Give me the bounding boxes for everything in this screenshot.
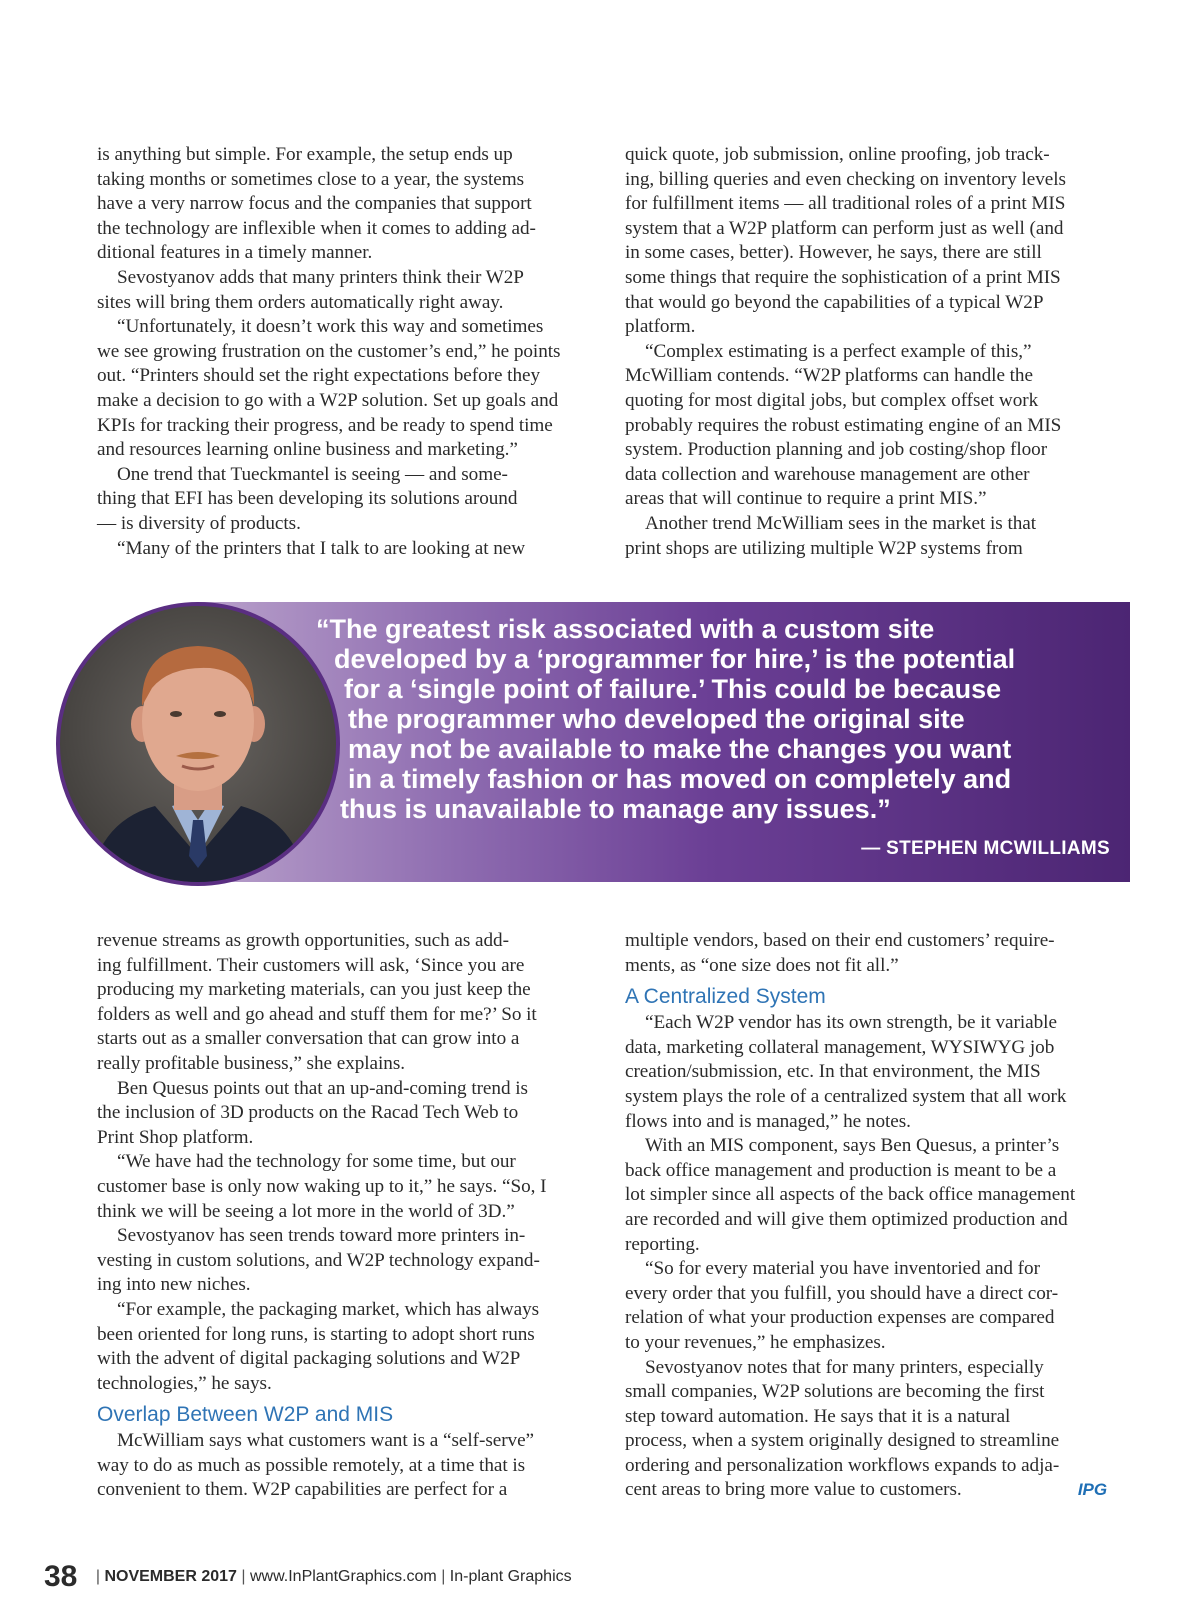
- text-line: in some cases, better). However, he says, there are still: [625, 242, 1042, 264]
- text-line: ordering and personalization workflows expands to adja-: [625, 1454, 1060, 1476]
- quote-line: developed by a ‘programmer for hire,’ is the potential: [334, 644, 1016, 674]
- text-line: “Unfortunately, it doesn’t work this way and sometimes: [117, 316, 544, 338]
- text-line: [625, 1478, 1107, 1503]
- text-line: With an MIS component, says Ben Quesus, a printer’s: [645, 1135, 1060, 1157]
- text-line: step toward automation. He says that it is a natural: [625, 1405, 1011, 1427]
- author-photo: [56, 602, 340, 886]
- issue-date: NOVEMBER 2017: [104, 1568, 237, 1585]
- text-line: Sevostyanov has seen trends toward more printers in-: [117, 1225, 526, 1247]
- text-line: quick quote, job submission, online proofing, job track-: [625, 144, 1050, 165]
- text-line: process, when a system originally designed to streamline: [625, 1430, 1060, 1452]
- text-line: quoting for most digital jobs, but complex offset work: [625, 389, 1039, 411]
- body-text: [97, 929, 579, 1396]
- text-line: reporting.: [625, 1233, 700, 1255]
- text-line: Sevostyanov adds that many printers think their W2P: [117, 266, 524, 288]
- text-line: the inclusion of 3D products on the Racad Tech Web to: [97, 1102, 519, 1124]
- text-line: — is diversity of products.: [97, 512, 301, 534]
- quote-line: for a ‘single point of failure.’ This could be because: [344, 674, 1002, 704]
- body-text: [97, 1429, 579, 1503]
- text-line: “For example, the packaging market, which has always: [117, 1298, 540, 1320]
- text-line: data collection and warehouse management are other: [625, 463, 1030, 485]
- text-line: convenient to them. W2P capabilities are perfect for a: [97, 1479, 508, 1501]
- text-line: with the advent of digital packaging solutions and W2P: [97, 1348, 521, 1370]
- line-text: cent areas to bring more value to customers.: [625, 1479, 962, 1501]
- text-line: system that a W2P platform can perform just as well (and: [625, 217, 1064, 239]
- text-line: platform.: [625, 316, 696, 338]
- text-line: back office management and production is meant to be a: [625, 1159, 1057, 1181]
- text-line: are recorded and will give them optimized production and: [625, 1208, 1068, 1230]
- text-line: Ben Quesus points out that an up-and-coming trend is: [117, 1077, 528, 1099]
- column-2-top: [625, 143, 1107, 561]
- text-line: for fulfillment items — all traditional roles of a print MIS: [625, 193, 1066, 215]
- text-line: flows into and is managed,” he notes.: [625, 1110, 911, 1132]
- body-text: [625, 1011, 1107, 1503]
- text-line: areas that will continue to require a print MIS.”: [625, 488, 987, 510]
- text-line: One trend that Tueckmantel is seeing — and some-: [117, 463, 508, 485]
- text-line: small companies, W2P solutions are becoming the first: [625, 1381, 1045, 1403]
- text-line: McWilliam says what customers want is a “self-serve”: [117, 1430, 535, 1452]
- pull-quote-banner: [56, 602, 1130, 882]
- end-mark: IPG: [1077, 1480, 1107, 1500]
- text-line: ing into new niches.: [97, 1274, 251, 1296]
- quote-line: may not be available to make the changes you want: [348, 734, 1012, 764]
- text-line: out. “Printers should set the right expectations before they: [97, 365, 540, 387]
- text-line: thing that EFI has been developing its solutions around: [97, 488, 518, 510]
- column-1-bottom: [97, 929, 579, 1503]
- text-line: the technology are inflexible when it comes to adding ad-: [97, 217, 536, 239]
- text-line: Print Shop platform.: [97, 1126, 254, 1148]
- text-line: ing, billing queries and even checking on inventory levels: [625, 168, 1066, 190]
- quote-line: the programmer who developed the original site: [348, 704, 965, 734]
- portrait-image: [60, 606, 336, 882]
- text-line: data, marketing collateral management, WYSIWYG job: [625, 1036, 1055, 1058]
- text-line: is anything but simple. For example, the setup ends up: [97, 144, 513, 165]
- text-line: that would go beyond the capabilities of a typical W2P: [625, 291, 1044, 313]
- text-line: multiple vendors, based on their end customers’ require-: [625, 930, 1055, 951]
- text-line: KPIs for tracking their progress, and be ready to spend time: [97, 414, 553, 436]
- website-link[interactable]: www.InPlantGraphics.com: [250, 1568, 437, 1585]
- text-line: think we will be seeing a lot more in the world of 3D.”: [97, 1200, 515, 1222]
- text-line: lot simpler since all aspects of the back office management: [625, 1184, 1076, 1206]
- text-line: vesting in custom solutions, and W2P technology expand-: [97, 1249, 540, 1271]
- text-line: have a very narrow focus and the companies that support: [97, 193, 532, 215]
- text-line: McWilliam contends. “W2P platforms can handle the: [625, 365, 1033, 387]
- text-line: revenue streams as growth opportunities, such as add-: [97, 930, 509, 951]
- text-line: make a decision to go with a W2P solution. Set up goals and: [97, 389, 559, 411]
- text-line: producing my marketing materials, can you just keep the: [97, 979, 531, 1001]
- text-line: “Complex estimating is a perfect example of this,”: [645, 340, 1032, 362]
- text-line: probably requires the robust estimating engine of an MIS: [625, 414, 1062, 436]
- body-text: [625, 929, 1107, 978]
- text-line: way to do as much as possible remotely, at a time that is: [97, 1454, 526, 1476]
- text-line: and resources learning online business and marketing.”: [97, 439, 518, 461]
- text-line: been oriented for long runs, is starting to adopt short runs: [97, 1323, 535, 1345]
- column-2-bottom: [625, 929, 1107, 1503]
- text-line: customer base is only now waking up to it,” he says. “So, I: [97, 1175, 547, 1197]
- quote-line: in a timely fashion or has moved on completely and: [348, 764, 1012, 794]
- text-line: starts out as a smaller conversation that can grow into a: [97, 1028, 520, 1050]
- text-line: print shops are utilizing multiple W2P systems from: [625, 537, 1023, 559]
- text-line: technologies,” he says.: [97, 1372, 272, 1394]
- text-line: “Many of the printers that I talk to are looking at new: [117, 537, 526, 559]
- text-line: we see growing frustration on the customer’s end,” he points: [97, 340, 561, 362]
- pull-quote-attribution: — STEPHEN MCWILLIAMS: [861, 838, 1110, 859]
- text-line: system plays the role of a centralized system that all work: [625, 1085, 1067, 1107]
- text-line: really profitable business,” she explains.: [97, 1052, 406, 1074]
- text-line: taking months or sometimes close to a year, the systems: [97, 168, 525, 190]
- text-line: Another trend McWilliam sees in the market is that: [645, 512, 1037, 534]
- text-line: system. Production planning and job costing/shop floor: [625, 439, 1048, 461]
- text-line: ing fulfillment. Their customers will ask, ‘Since you are: [97, 954, 525, 976]
- text-line: folders as well and go ahead and stuff them for me?’ So it: [97, 1003, 537, 1025]
- text-line: to your revenues,” he emphasizes.: [625, 1331, 886, 1353]
- text-line: “So for every material you have inventoried and for: [645, 1258, 1040, 1280]
- subhead-overlap: Overlap Between W2P and MIS: [97, 1403, 394, 1427]
- pull-quote-text: [316, 614, 1116, 824]
- page-number: 38: [44, 1560, 78, 1593]
- quote-line: “The greatest risk associated with a custom site: [316, 614, 935, 644]
- text-line: ments, as “one size does not fit all.”: [625, 954, 899, 976]
- column-1-top: [97, 143, 579, 561]
- footer-info: | NOVEMBER 2017 | www.InPlantGraphics.com | In-plant Graphics: [95, 1568, 572, 1585]
- text-line: every order that you fulfill, you should have a direct cor-: [625, 1282, 1059, 1304]
- text-line: “Each W2P vendor has its own strength, be it variable: [645, 1012, 1057, 1034]
- text-line: relation of what your production expenses are compared: [625, 1307, 1055, 1329]
- text-line: “We have had the technology for some time, but our: [117, 1151, 516, 1173]
- subhead-centralized: A Centralized System: [625, 985, 826, 1009]
- text-line: sites will bring them orders automatically right away.: [97, 291, 504, 313]
- text-line: Sevostyanov notes that for many printers, especially: [645, 1356, 1044, 1378]
- publication-name: In-plant Graphics: [449, 1568, 572, 1585]
- text-line: some things that require the sophistication of a print MIS: [625, 266, 1061, 288]
- text-line: ditional features in a timely manner.: [97, 242, 373, 264]
- page-footer: [44, 1560, 572, 1594]
- text-line: creation/submission, etc. In that environment, the MIS: [625, 1061, 1041, 1083]
- quote-line: thus is unavailable to manage any issues.”: [340, 794, 891, 824]
